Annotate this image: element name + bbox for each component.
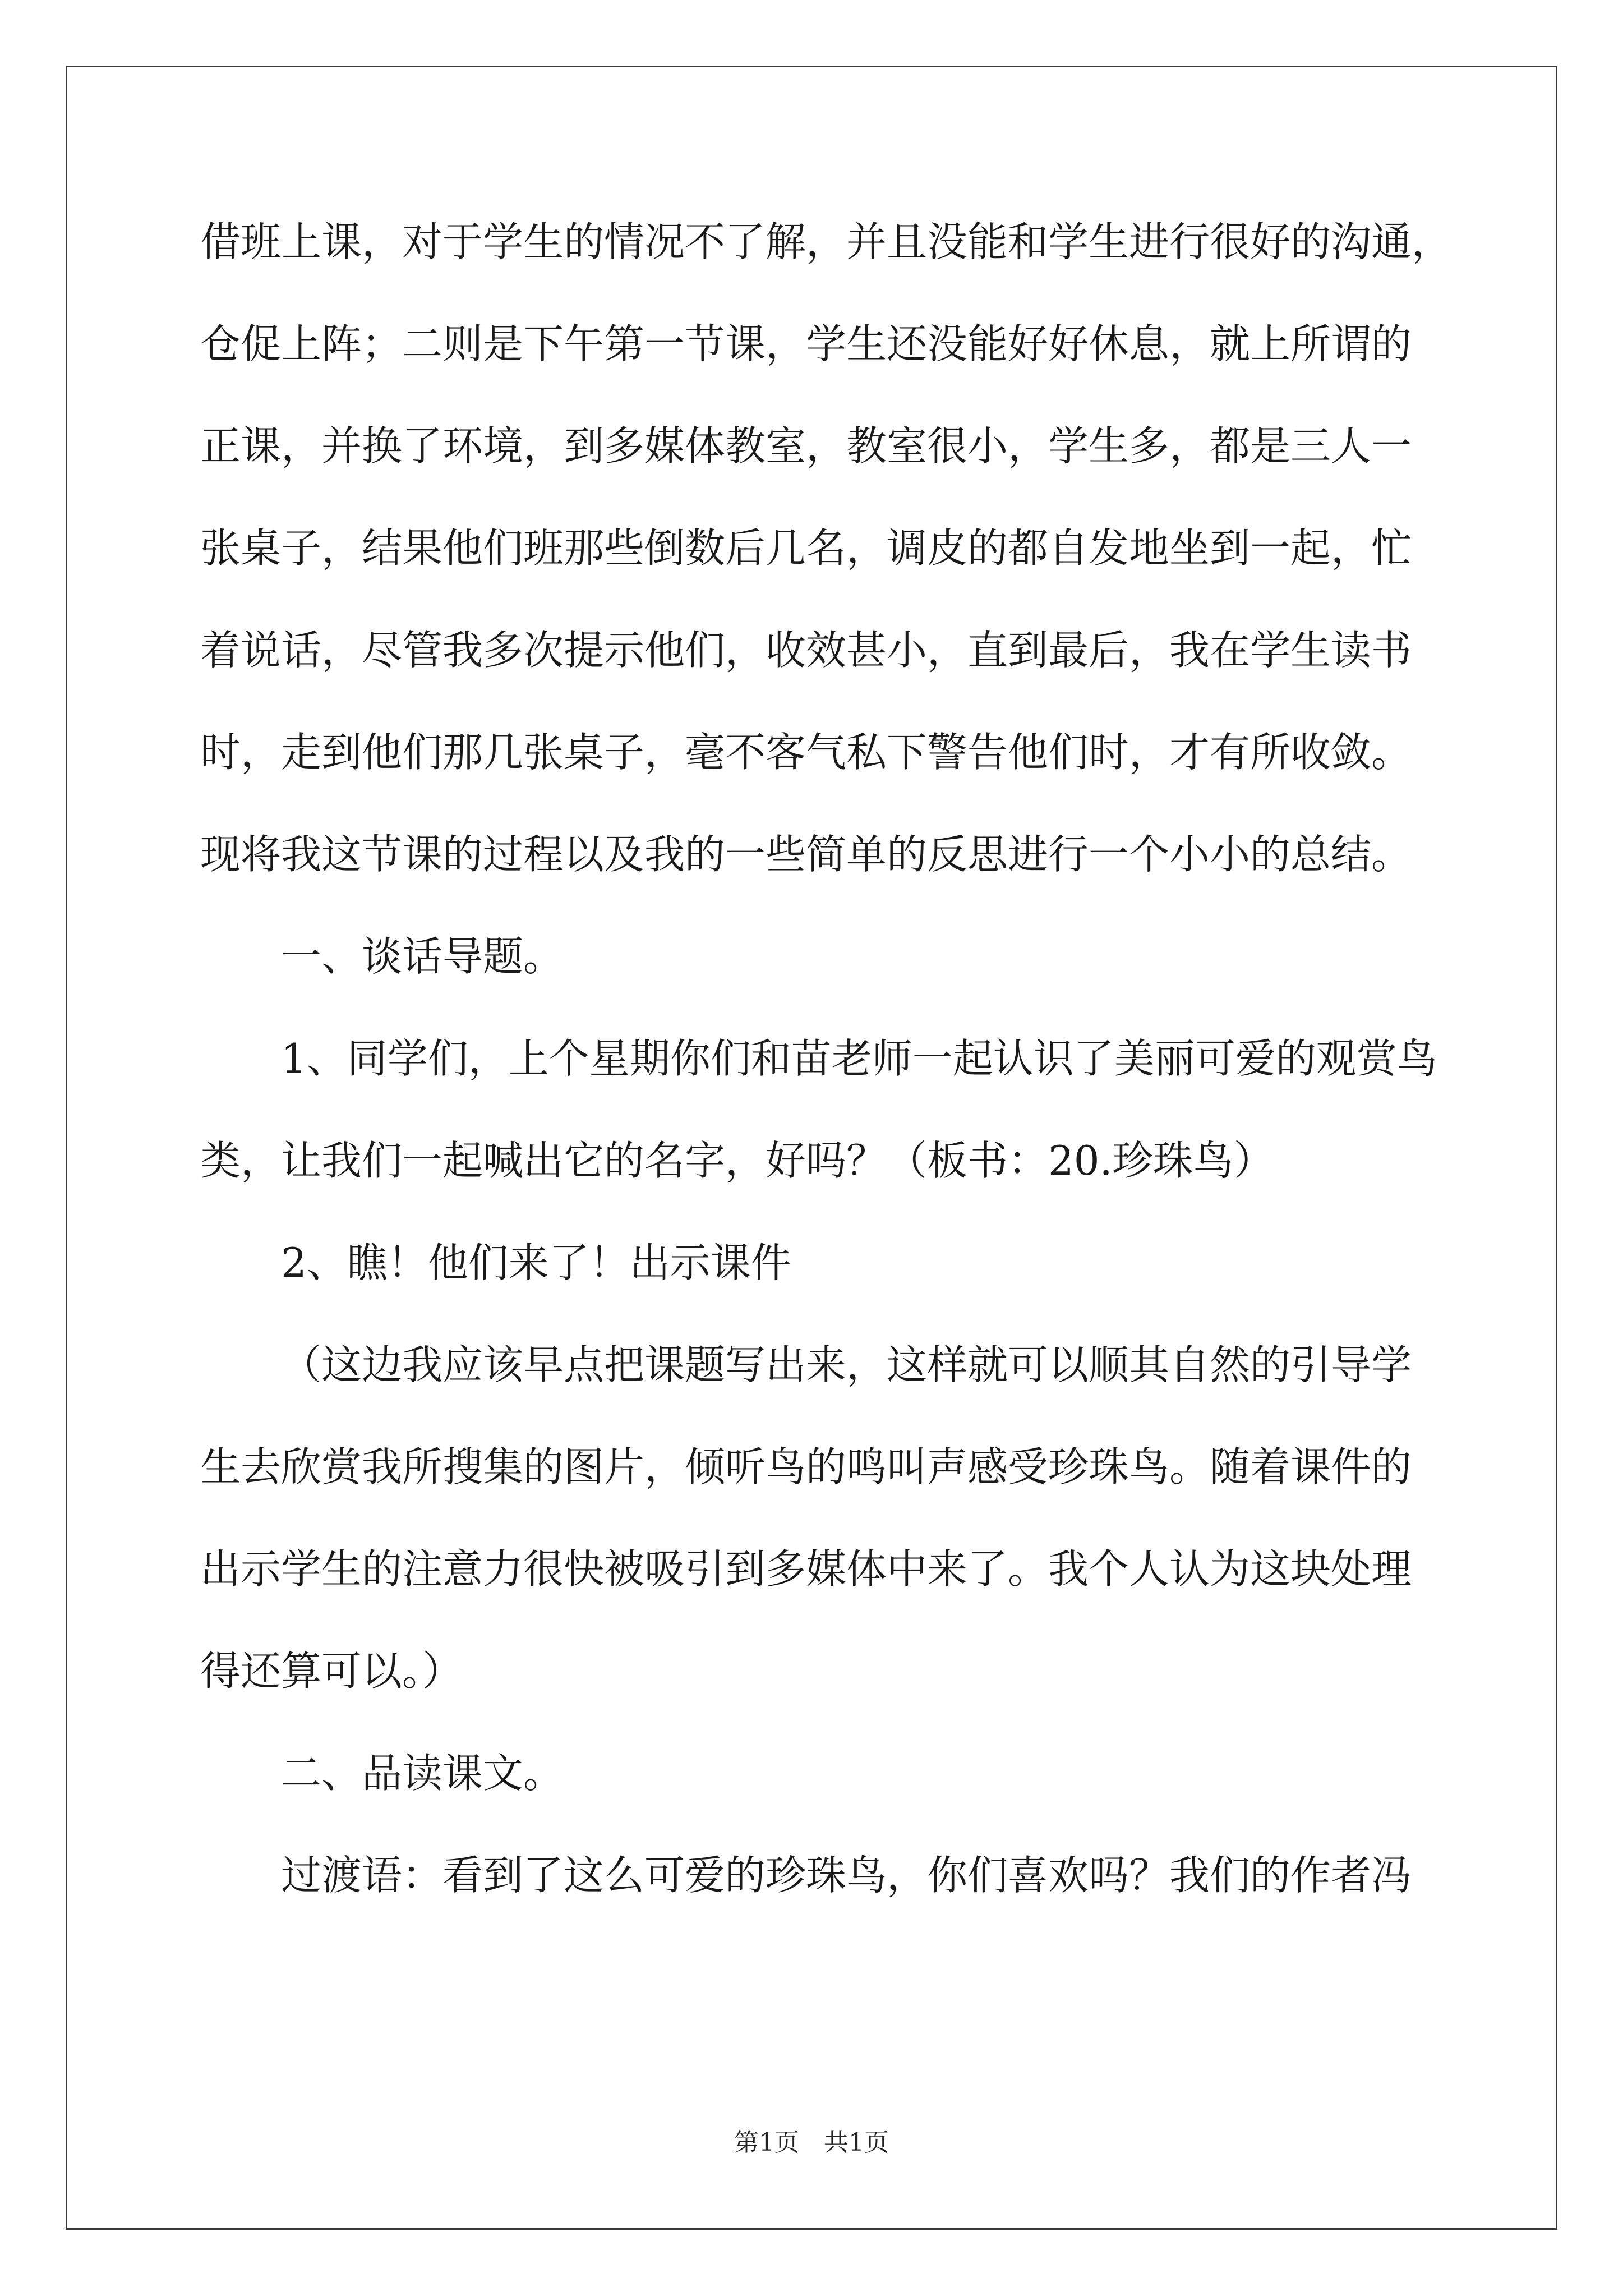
section-heading: 一、谈话导题。: [281, 933, 564, 980]
text-line: 时，走到他们那几张桌子，毫不客气私下警告他们时，才有所收敛。: [200, 729, 1412, 776]
text-line: 仓促上阵；二则是下午第一节课，学生还没能好好休息，就上所谓的: [200, 320, 1412, 367]
page-number-footer: 第1页 共1页: [734, 2128, 889, 2157]
text-line: 得还算可以。）: [200, 1648, 463, 1695]
section-heading: 二、品读课文。: [281, 1750, 564, 1797]
text-line: 借班上课，对于学生的情况不了解，并且没能和学生进行很好的沟通，: [200, 218, 1453, 265]
text-line: 2、瞧！他们来了！出示课件: [281, 1239, 791, 1286]
text-line: （这边我应该早点把课题写出来，这样就可以顺其自然的引导学: [281, 1341, 1412, 1388]
text-line: 出示学生的注意力很快被吸引到多媒体中来了。我个人认为这块处理: [200, 1545, 1412, 1593]
text-line: 过渡语：看到了这么可爱的珍珠鸟，你们喜欢吗？我们的作者冯: [281, 1852, 1412, 1899]
text-line: 1、同学们，上个星期你们和苗老师一起认识了美丽可爱的观赏鸟: [281, 1035, 1437, 1082]
text-line: 类，让我们一起喊出它的名字，好吗？（板书：20.珍珠鸟）: [200, 1137, 1274, 1184]
text-line: 着说话，尽管我多次提示他们，收效甚小，直到最后，我在学生读书: [200, 627, 1412, 674]
text-line: 张桌子，结果他们班那些倒数后几名，调皮的都自发地坐到一起，忙: [200, 524, 1412, 572]
text-line: 现将我这节课的过程以及我的一些简单的反思进行一个小小的总结。: [200, 831, 1412, 878]
text-line: 正课，并换了环境，到多媒体教室，教室很小，学生多，都是三人一: [200, 422, 1412, 470]
text-line: 生去欣赏我所搜集的图片，倾听鸟的鸣叫声感受珍珠鸟。随着课件的: [200, 1443, 1412, 1490]
